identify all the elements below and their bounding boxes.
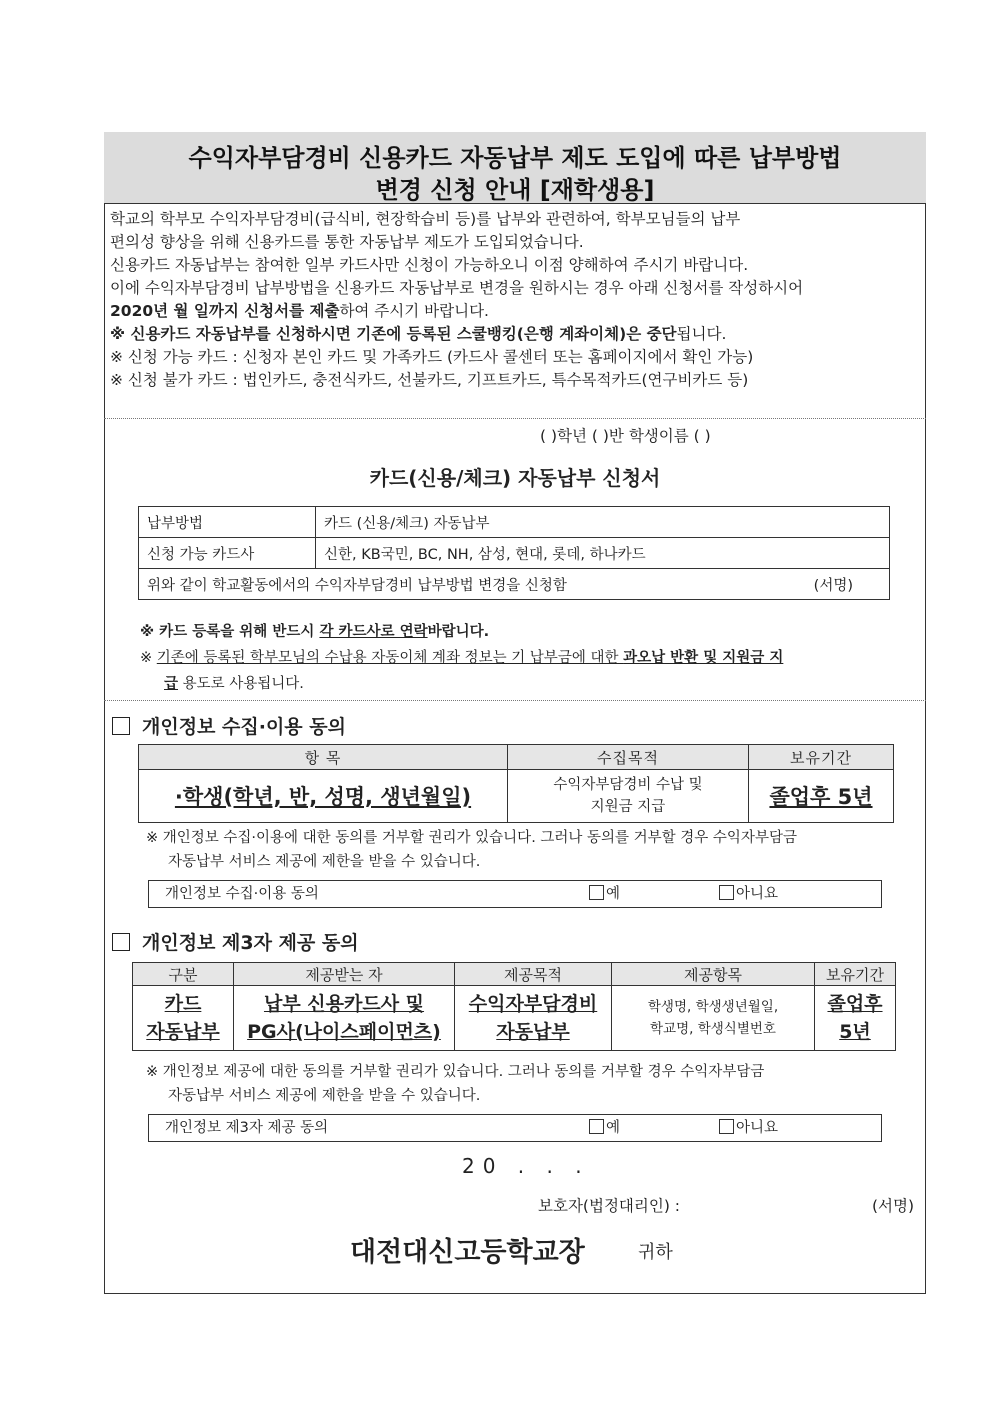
note-text: 바랍니다. (427, 624, 490, 640)
personal-info-table (138, 744, 894, 823)
form-title: 카드(신용/체크) 자동납부 신청서 (369, 466, 661, 490)
intro-line (110, 323, 922, 346)
third-party-table (132, 962, 896, 1051)
personal-consent-box (148, 880, 882, 908)
third-period (815, 986, 896, 1051)
third-party-heading (112, 928, 359, 955)
purpose-line: 자동납부 (496, 1021, 570, 1043)
col-type: 구분 (133, 963, 234, 986)
payment-method-value: 카드 (신용/체크) 자동납부 (316, 507, 890, 538)
checkbox-square-icon (112, 933, 130, 951)
personal-item-text: ·학생(학년, 반, 성명, 생년월일) (174, 785, 472, 809)
note-emphasis: 각 카드사로 연락 (319, 624, 428, 640)
intro-line (110, 300, 922, 323)
intro-line: 신용카드 자동납부는 참여한 일부 카드사만 신청이 가능하오니 이점 양해하여 주시기 바랍니다. (110, 256, 749, 274)
personal-info-heading-text: 개인정보 수집·이용 동의 (142, 716, 346, 738)
note-text: 용도로 사용됩니다. (178, 676, 304, 692)
third-recipient (234, 986, 455, 1051)
period-line: 5년 (839, 1021, 871, 1043)
col-purpose: 수집목적 (508, 745, 749, 770)
col-recipient: 제공받는 자 (234, 963, 455, 986)
card-companies-value: 신한, KB국민, BC, NH, 삼성, 현대, 롯데, 하나카드 (316, 538, 890, 569)
schoolbanking-warning: ※ 신용카드 자동납부를 신청하시면 기존에 등록된 스쿨뱅킹(은행 계좌이체)은 중단 (110, 325, 677, 343)
purpose-line: 지원금 지급 (590, 799, 666, 815)
title-line-2: 변경 신청 안내 [재학생용] (375, 176, 655, 204)
intro-text (110, 208, 922, 392)
yes-label: 예 (606, 1120, 621, 1136)
items-line: 학교명, 학생식별번호 (650, 1021, 776, 1037)
note-refund (140, 646, 783, 670)
date-field[interactable]: 20 . . . (462, 1154, 590, 1178)
note-mark: ※ (140, 624, 155, 640)
intro-line: ※ 신청 불가 카드 : 법인카드, 충전식카드, 선불카드, 기프트카드, 특수목적카드(연구비카드 등) (110, 371, 749, 389)
no-label: 아니요 (736, 886, 779, 902)
intro-line: 편의성 향상을 위해 신용카드를 통한 자동납부 제도가 도입되었습니다. (110, 233, 584, 251)
yes-label: 예 (606, 886, 621, 902)
note-line: 자동납부 서비스 제공에 제한을 받을 수 있습니다. (168, 1088, 481, 1104)
application-statement: 위와 같이 학교활동에서의 수익자부담경비 납부방법 변경을 신청함 (147, 577, 567, 594)
recipient-line: 납부 신용카드사 및 (263, 993, 425, 1015)
note-line: ※ 개인정보 수집·이용에 대한 동의를 거부할 권리가 있습니다. 그러나 동의를 거부할 경우 수익자부담금 (146, 830, 797, 846)
note-line: 자동납부 서비스 제공에 제한을 받을 수 있습니다. (168, 854, 481, 870)
note-mark: ※ (140, 650, 153, 666)
note-text: 카드 등록을 위해 반드시 (159, 624, 320, 640)
guardian-signature[interactable]: (서명) (872, 1197, 915, 1215)
consent-yes-option[interactable] (589, 881, 620, 907)
col-items: 제공항목 (612, 963, 815, 986)
note-contact-card (140, 620, 489, 644)
third-purpose (455, 986, 612, 1051)
deadline-text: 2020년 월 일까지 신청서를 제출 (110, 302, 340, 320)
intro-line: ※ 신청 가능 카드 : 신청자 본인 카드 및 가족카드 (카드사 콜센터 또는 홈페이지에서 확인 가능) (110, 348, 754, 366)
addressee-suffix: 귀하 (638, 1242, 673, 1263)
period-line: 졸업후 (827, 993, 883, 1015)
intro-line-rest: 됩니다. (676, 325, 727, 343)
col-purpose: 제공목적 (455, 963, 612, 986)
personal-info-note (146, 826, 797, 874)
checkbox-icon[interactable] (719, 885, 734, 900)
third-party-note (146, 1060, 764, 1108)
personal-item (139, 770, 508, 823)
student-info-line[interactable]: ( )학년 ( )반 학생이름 ( ) (540, 427, 711, 445)
no-label: 아니요 (736, 1120, 779, 1136)
note-line: ※ 개인정보 제공에 대한 동의를 거부할 권리가 있습니다. 그러나 동의를 거부할 경우 수익자부담금 (146, 1064, 765, 1080)
note-refund-cont (164, 672, 304, 696)
items-line: 학생명, 학생생년월일, (647, 999, 779, 1015)
checkbox-icon[interactable] (589, 885, 604, 900)
checkbox-icon[interactable] (589, 1119, 604, 1134)
personal-info-heading (112, 712, 346, 739)
intro-line: 학교의 학부모 수익자부담경비(급식비, 현장학습비 등)를 납부와 관련하여, 학부모님들의 납부 (110, 210, 741, 228)
personal-period (749, 770, 894, 823)
principal-addressee: 대전대신고등학교장 (350, 1237, 585, 1268)
personal-purpose (508, 770, 749, 823)
consent-no-option[interactable] (719, 881, 778, 907)
consent-no-option[interactable] (719, 1115, 778, 1141)
purpose-line: 수익자부담경비 수납 및 (553, 777, 703, 793)
note-text: 기존에 등록된 학부모님의 수납용 자동이체 계좌 정보는 기 납부금에 대한 (156, 650, 624, 666)
checkbox-square-icon (112, 717, 130, 735)
application-statement-row[interactable] (139, 569, 890, 600)
consent-label: 개인정보 수집·이용 동의 (165, 886, 319, 902)
recipient-line: PG사(나이스페이먼츠) (247, 1021, 441, 1043)
divider (104, 418, 926, 419)
col-period: 보유기간 (749, 745, 894, 770)
divider (104, 700, 926, 701)
card-companies-label: 신청 가능 카드사 (139, 538, 316, 569)
applicant-signature[interactable]: (서명) (813, 577, 853, 594)
col-period: 보유기간 (815, 963, 896, 986)
third-party-consent-box (148, 1114, 882, 1142)
note-emphasis: 과오납 반환 및 지원금 지 (623, 650, 784, 666)
third-type (133, 986, 234, 1051)
title-line-1: 수익자부담경비 신용카드 자동납부 제도 도입에 따른 납부방법 (188, 144, 842, 172)
type-line: 자동납부 (146, 1021, 220, 1043)
type-line: 카드 (164, 993, 202, 1015)
third-party-heading-text: 개인정보 제3자 제공 동의 (142, 932, 359, 954)
payment-method-label: 납부방법 (139, 507, 316, 538)
note-emphasis: 급 (164, 676, 179, 692)
intro-line-rest: 하여 주시기 바랍니다. (339, 302, 489, 320)
consent-yes-option[interactable] (589, 1115, 620, 1141)
checkbox-icon[interactable] (719, 1119, 734, 1134)
third-items (612, 986, 815, 1051)
personal-period-text: 졸업후 5년 (769, 785, 873, 809)
purpose-line: 수익자부담경비 (468, 993, 598, 1015)
intro-line: 이에 수익자부담경비 납부방법을 신용카드 자동납부로 변경을 원하시는 경우 아래 신청서를 작성하시어 (110, 279, 804, 297)
col-item: 항 목 (139, 745, 508, 770)
application-table (138, 506, 890, 600)
title-banner (104, 132, 926, 204)
guardian-label: 보호자(법정대리인) : (538, 1197, 681, 1215)
consent-label: 개인정보 제3자 제공 동의 (165, 1120, 329, 1136)
